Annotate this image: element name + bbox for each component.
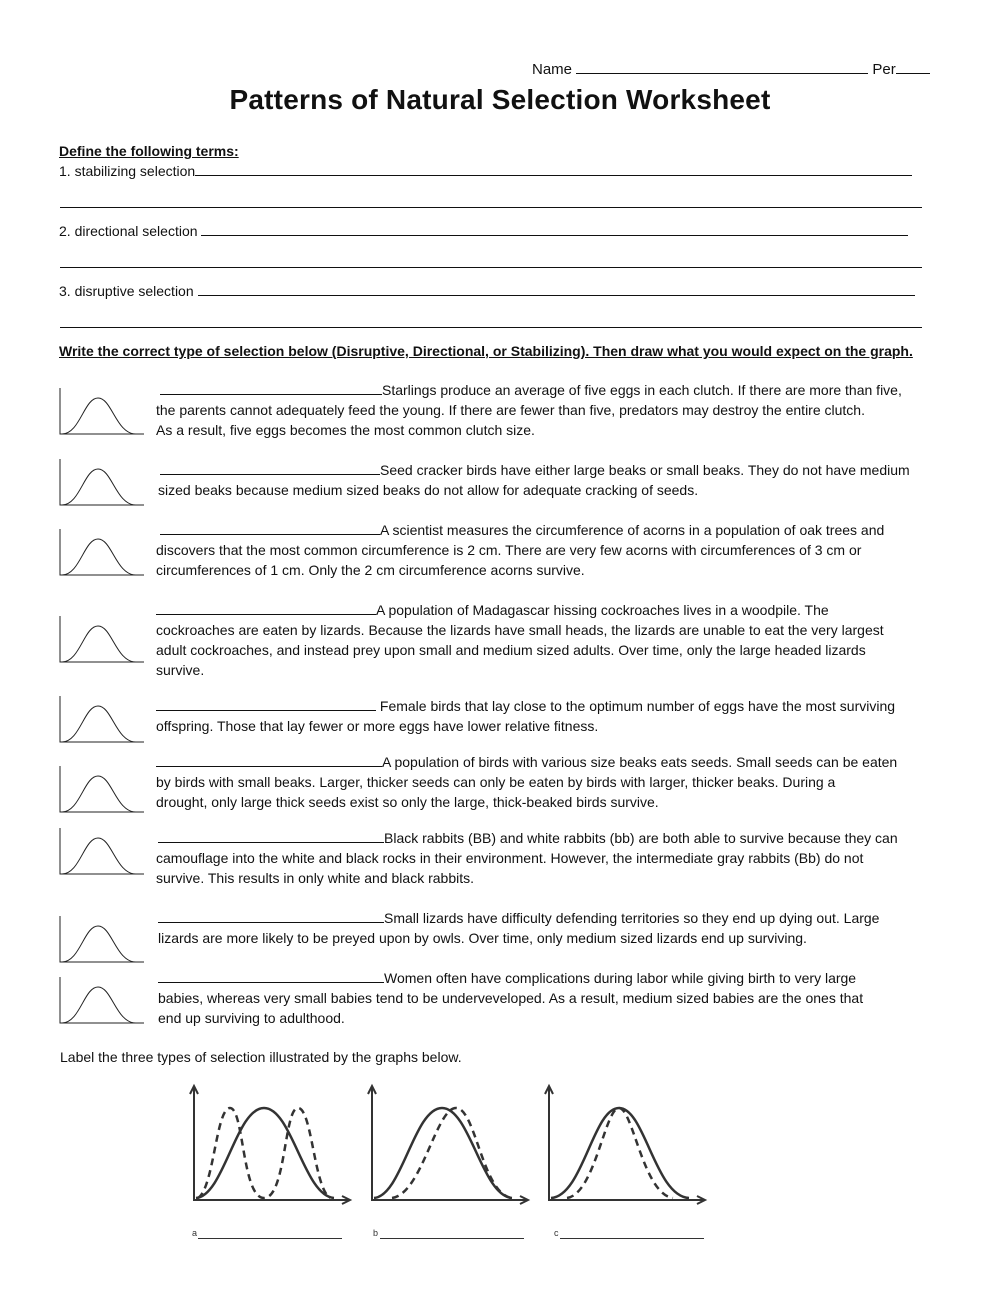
graphs-instruction: Label the three types of selection illustrated by the graphs below. <box>60 1049 462 1065</box>
answer-blank[interactable] <box>201 221 908 236</box>
bell-curve-graph[interactable] <box>58 694 146 746</box>
answer-blank[interactable] <box>158 968 384 983</box>
scenario-item: Women often have complications during labor while giving birth to very large babies, whereas very small babies tend to be underveveloped. As a result, medium sized babies are the ones that end up surviving to adulthood. <box>158 970 864 1026</box>
scenario-item: Black rabbits (BB) and white rabbits (bb) are both able to survive because they can camouflage into the white and black rocks in their environment. However, the intermediate gray rabbits (Bb) do not survive. This results in only white and black rabbits. <box>156 830 898 886</box>
scenario-item: Small lizards have difficulty defending territories so they end up dying out. Large lizards are more likely to be preyed upon by owls. Over time, only medium sized lizards end up surviving. <box>158 910 880 946</box>
answer-blank[interactable] <box>156 752 382 767</box>
answer-line[interactable] <box>560 1238 704 1239</box>
term-disruptive: 3. disruptive selection <box>59 281 915 301</box>
answer-blank[interactable] <box>160 380 382 395</box>
bell-curve-graph[interactable] <box>58 826 146 878</box>
answer-line[interactable] <box>60 207 922 208</box>
answer-blank[interactable] <box>198 281 915 296</box>
answer-line[interactable] <box>60 327 922 328</box>
term-stabilizing: 1. stabilizing selection <box>59 161 912 181</box>
name-field[interactable]: Name Per <box>532 59 930 78</box>
period-blank[interactable] <box>896 59 930 74</box>
graph-label-b: b <box>373 1228 379 1238</box>
scenario-item: Seed cracker birds have either large beaks or small beaks. They do not have medium sized beaks because medium sized beaks do not allow for adequate cracking of seeds. <box>158 462 910 498</box>
answer-blank[interactable] <box>156 600 376 615</box>
page-title: Patterns of Natural Selection Worksheet <box>229 84 771 115</box>
bell-curve-graph[interactable] <box>58 975 146 1027</box>
scenario-item: A population of Madagascar hissing cockroaches lives in a woodpile. The cockroaches are eaten by lizards. Because the lizards have small heads, the lizards are unable to eat the very largest adult cockroaches, and instead prey upon small and medium sized adults. Over time, only the large headed lizards survive. <box>156 602 884 678</box>
answer-line[interactable] <box>380 1238 524 1239</box>
graph-label-c: c <box>554 1228 559 1238</box>
graph-stabilizing <box>539 1078 709 1248</box>
define-heading: Define the following terms: <box>59 143 239 159</box>
scenario-item: A scientist measures the circumference of acorns in a population of oak trees and discovers that the most common circumference is 2 cm. There are very few acorns with circumferences of 3 cm or circumferences of 1 cm. Only the 2 cm circumference acorns survive. <box>156 522 885 578</box>
bell-curve-graph[interactable] <box>58 764 146 816</box>
answer-blank[interactable] <box>160 460 380 475</box>
scenario-item: A population of birds with various size beaks eats seeds. Small seeds can be eaten by birds with small beaks. Larger, thicker seeds can only be eaten by birds with larger, thicker beaks. During a drought, only large thick seeds exist so only the large, thick-beaked birds survive. <box>156 754 898 810</box>
graph-directional <box>362 1078 532 1248</box>
instructions-heading: Write the correct type of selection below (Disruptive, Directional, or Stabilizing). Then draw what you would expect on the graph. <box>59 343 913 359</box>
answer-blank[interactable] <box>195 161 912 176</box>
bell-curve-graph[interactable] <box>58 386 146 438</box>
name-blank[interactable] <box>576 59 868 74</box>
answer-line[interactable] <box>198 1238 342 1239</box>
bell-curve-graph[interactable] <box>58 914 146 966</box>
answer-blank[interactable] <box>158 828 384 843</box>
graph-label-a: a <box>192 1228 198 1238</box>
term-directional: 2. directional selection <box>59 221 908 241</box>
answer-line[interactable] <box>60 267 922 268</box>
bell-curve-graph[interactable] <box>58 527 146 579</box>
scenario-item: Starlings produce an average of five eggs in each clutch. If there are more than five, the parents cannot adequately feed the young. If there are fewer than five, predators may destroy the entire clutch. As a result, five eggs becomes the most common clutch size. <box>156 382 902 438</box>
answer-blank[interactable] <box>160 520 380 535</box>
bell-curve-graph[interactable] <box>58 457 146 509</box>
scenario-item: Female birds that lay close to the optimum number of eggs have the most surviving offspring. Those that lay fewer or more eggs have lower relative fitness. <box>156 698 896 734</box>
answer-blank[interactable] <box>158 908 384 923</box>
graph-disruptive <box>184 1078 354 1248</box>
bell-curve-graph[interactable] <box>58 614 146 666</box>
answer-blank[interactable] <box>156 696 376 711</box>
